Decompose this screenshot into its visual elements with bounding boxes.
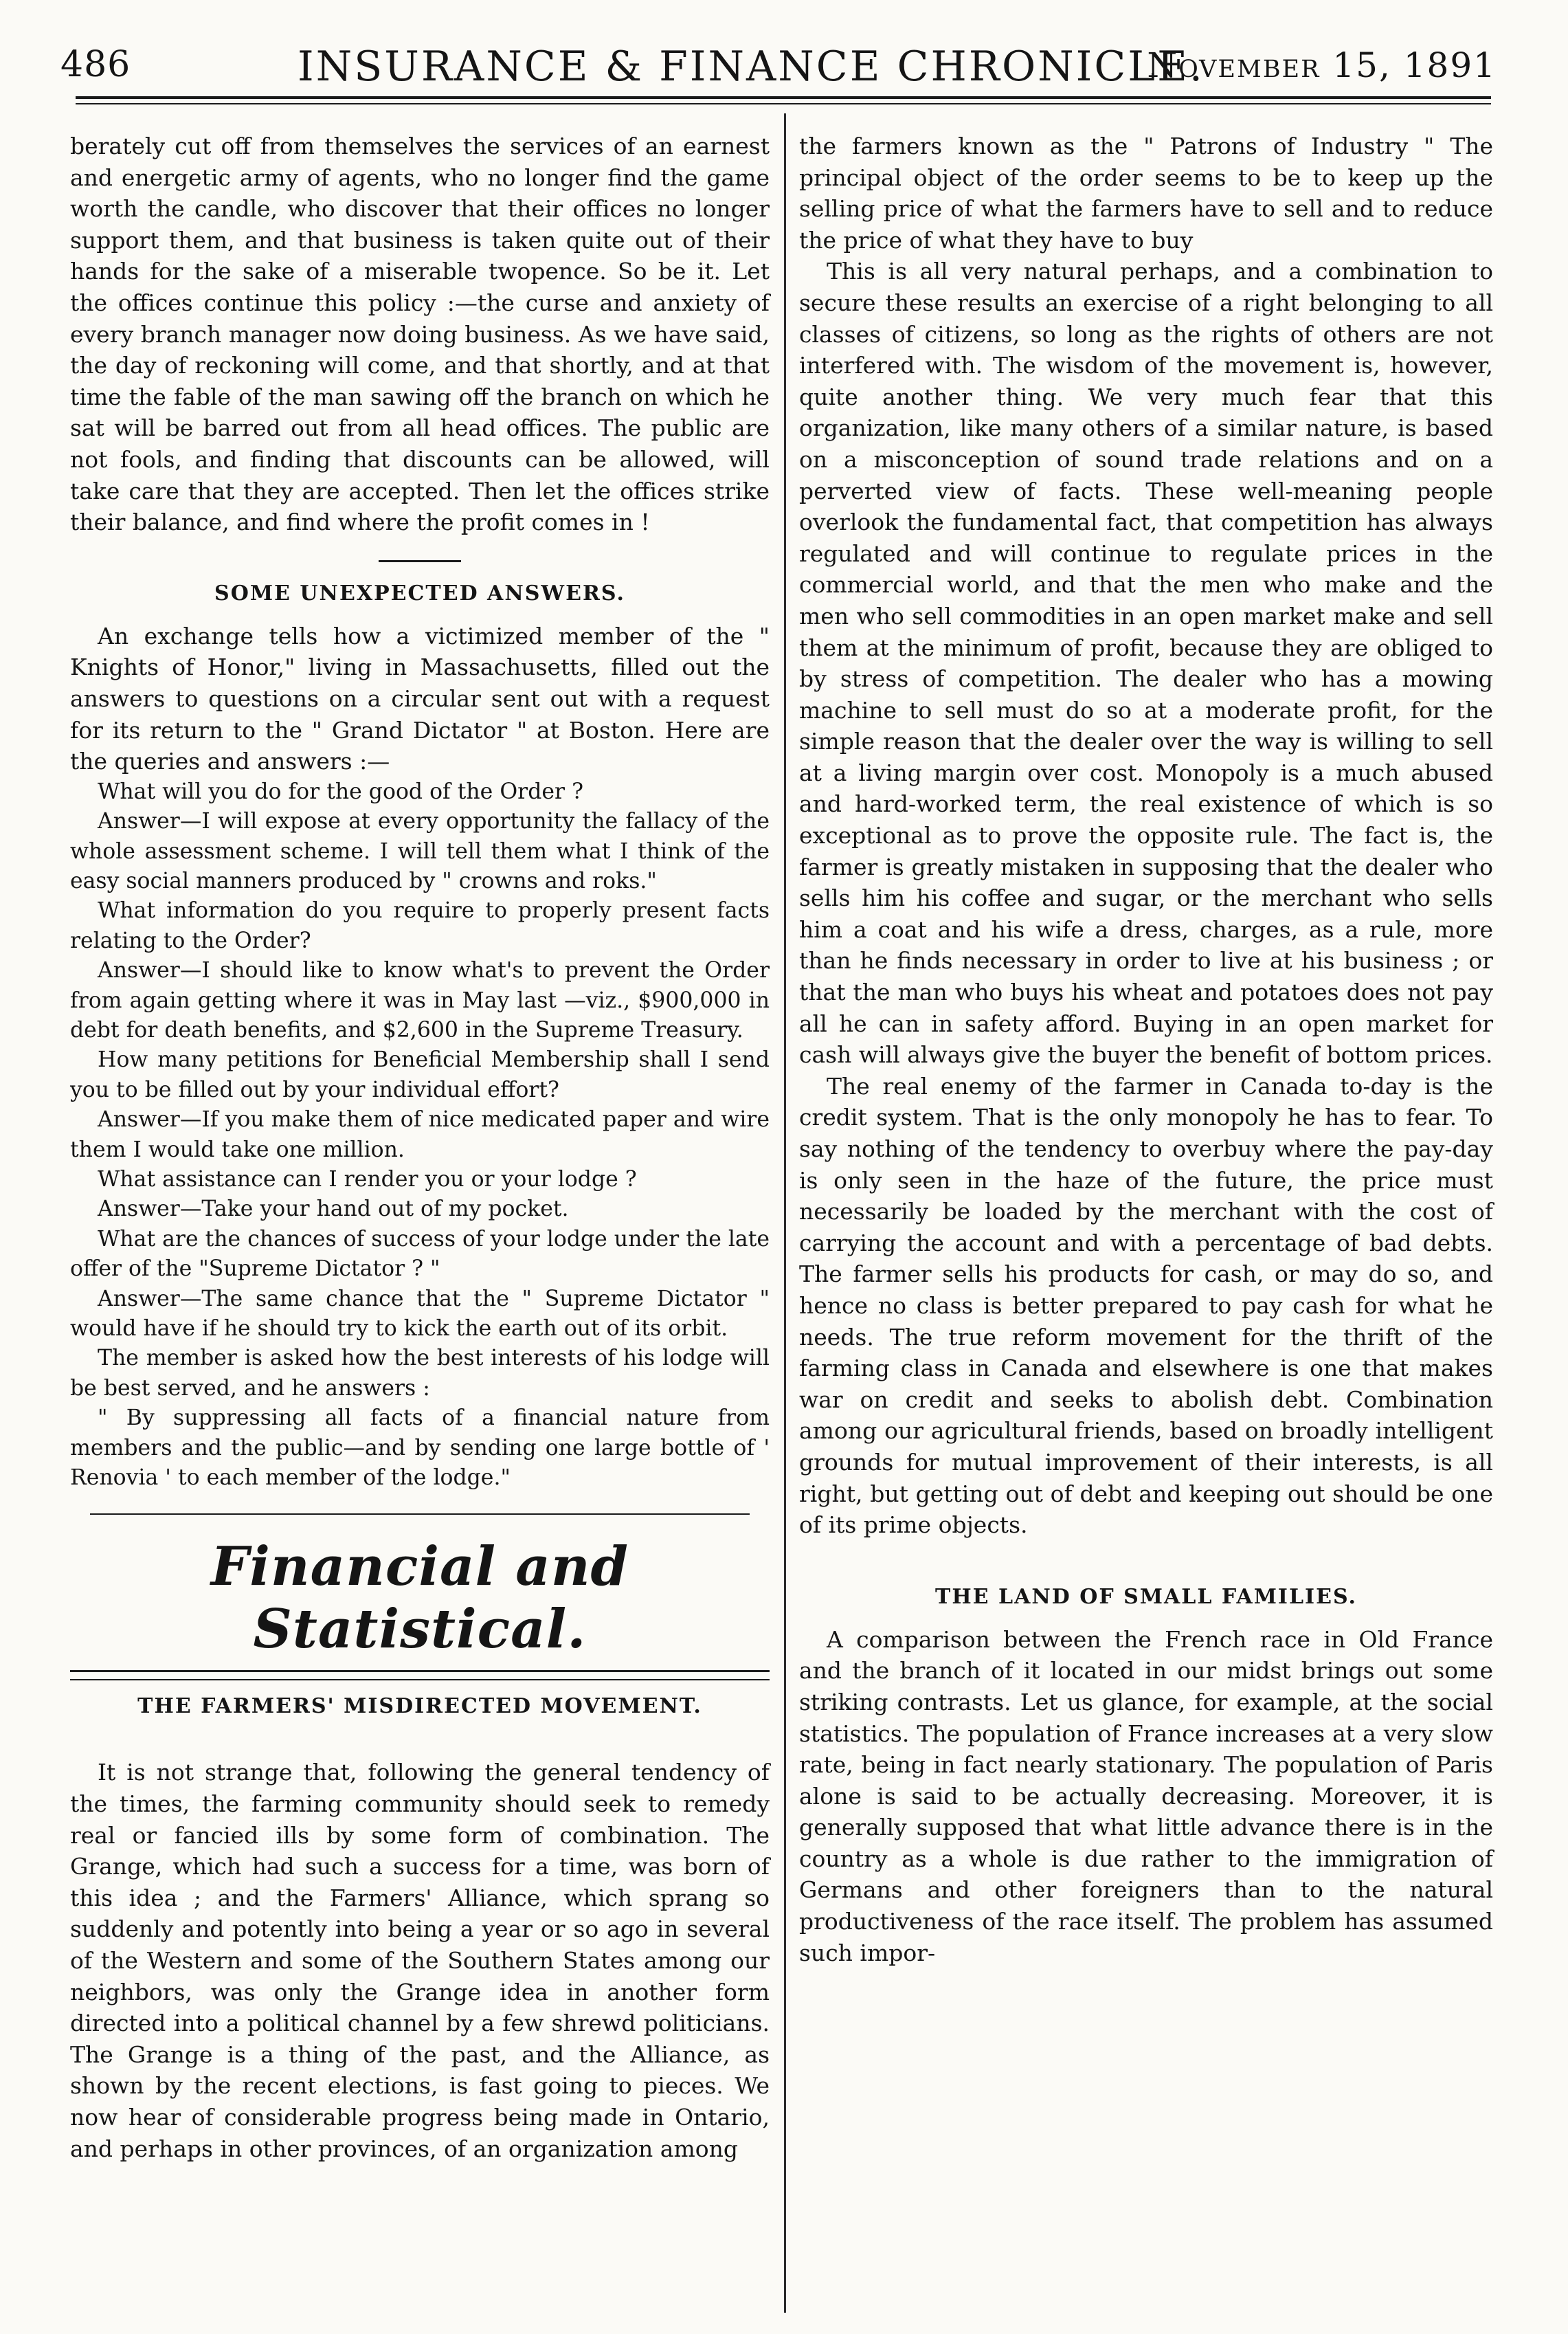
- intro-paragraph: berately cut off from themselves the services of an earnest and energetic army of agents, who no longer find the game worth the candle, who discover that their offices no longer support them, and that business is taken quite out of their hands for the sake of a miserable twopence. So be it. Let the offices continue this policy :—the curse and anxiety of every branch manager now doing business. As we have said, the day of reckoning will come, and that shortly, and at that time the fable of the man sawing off the branch on which he sat will be barred out from all head offices. The public are not fools, and finding that discounts can be allowed, will take care that they are accepted. Then let the offices strike their balance, and find where the profit comes in !: [70, 133, 770, 536]
- spacer: [70, 1733, 770, 1757]
- article-paragraph: " By suppressing all facts of a financial nature from members and the public—and by sending one large bottle of ' Renovia ' to each member of the lodge.": [70, 1405, 770, 1491]
- section-heading-unexpected-answers: SOME UNEXPECTED ANSWERS.: [214, 581, 625, 605]
- answer: Answer—I will expose at every opportunity the fallacy of the whole assessment scheme. I will tell them what I think of the easy social manners produced by " crowns and roks.": [70, 809, 770, 893]
- question: How many petitions for Beneficial Membership shall I send you to be filled out by your individual effort?: [70, 1047, 770, 1102]
- issue-date: November 15, 1891: [1147, 45, 1497, 85]
- article-paragraph: An exchange tells how a victimized member of the " Knights of Honor," living in Massachusetts, filled out the answers to questions on a circular sent out with a request for its return to the " Grand Dictator " at Boston. Here are the queries and answers :—: [70, 622, 770, 775]
- article-paragraph: The member is asked how the best interests of his lodge will be best served, and he answers :: [70, 1346, 770, 1401]
- spacer: [799, 1541, 1493, 1585]
- question: What are the chances of success of your lodge under the late offer of the "Supreme Dictator ? ": [70, 1226, 770, 1282]
- question: What information do you require to properly present facts relating to the Order?: [70, 898, 770, 953]
- column-divider: [784, 113, 786, 2313]
- section-heading-farmers-movement: THE FARMERS' MISDIRECTED MOVEMENT.: [137, 1694, 702, 1719]
- article-paragraph: It is not strange that, following the general tendency of the times, the farming community should seek to remedy real or fancied ills by some form of combination. The Grange, which had such a success for a time, was born of this idea ; and the Farmers' Alliance, which sprang so suddenly and potently into being a year or so ago in several of the Western and some of the Southern States among our neighbors, was only the Grange idea in another form directed into a political channel by a few shrewd politicians. The Grange is a thing of the past, and the Alliance, as shown by the recent elections, is fast going to pieces. We now hear of considerable progress being made in Ontario, and perhaps in other provinces, of an organization among: [70, 1759, 770, 2162]
- answer: Answer—The same chance that the " Supreme Dictator " would have if he should try to kick the earth out of its orbit.: [70, 1286, 770, 1341]
- page-number: 486: [60, 44, 131, 85]
- article-paragraph: The real enemy of the farmer in Canada to-day is the credit system. That is the only monopoly he has to fear. To say nothing of the tendency to overbuy where the pay-day is only seen in the haze of the future, the price must necessarily be loaded by the merchant with the cost of carrying the account and with a percentage of bad debts. The farmer sells his products for cash, or may do so, and hence no class is better prepared to pay cash for what he needs. The true reform movement for the thrift of the farming class in Canada and elsewhere is one that makes war on credit and seeks to abolish debt. Combination among our agricultural friends, based on broadly intelligent grounds for mutual improvement of their interests, is all right, but getting out of debt and keeping out should be one of its prime objects.: [799, 1072, 1493, 1539]
- department-title: Financial and Statistical.: [210, 1535, 629, 1661]
- right-column: [799, 131, 1493, 1968]
- answer: Answer—If you make them of nice medicated paper and wire them I would take one million.: [70, 1107, 770, 1162]
- question: What assistance can I render you or your lodge ?: [98, 1166, 637, 1192]
- question: What will you do for the good of the Order ?: [98, 779, 583, 804]
- article-paragraph: This is all very natural perhaps, and a combination to secure these results an exercise of a right belonging to all classes of citizens, so long as the rights of others are not interfered with. The wisdom of the movement is, however, quite another thing. We very much fear that this organization, like many others of a similar nature, is based on a misconception of sound trade relations and on a perverted view of facts. These well-meaning people overlook the fundamental fact, that competition has always regulated and will continue to regulate prices in the commercial world, and that the men who make and the men who sell commodities in an open market make and sell them at the minimum of profit, because they are obliged to by stress of competition. The dealer who has a mowing machine to sell must do so at a moderate profit, for the simple reason that the dealer over the way is willing to sell at a living margin over cost. Monopoly is a much abused and hard-worked term, the real existence of which is so exceptional as to prove the opposite rule. The fact is, the farmer is greatly mistaken in supposing that the dealer who sells him his coffee and sugar, or the merchant who sells him a coat and his wife a dress, charges, as a rule, more than he finds necessary in order to live at his business ; or that the man who buys his wheat and potatoes does not pay all he can in safety afford. Buying in an open market for cash will always give the buyer the benefit of bottom prices.: [799, 258, 1493, 1069]
- section-separator: [379, 560, 461, 562]
- publication-title: INSURANCE & FINANCE CHRONICLE.: [298, 43, 1205, 91]
- answer: Answer—I should like to know what's to prevent the Order from again getting where it was in May last —viz., $900,000 in debt for death benefits, and $2,600 in the Supreme Treasury.: [70, 958, 770, 1043]
- header-rule-top: [76, 96, 1491, 99]
- article-paragraph: the farmers known as the " Patrons of Industry " The principal object of the order seems to be to keep up the selling price of what the farmers have to sell and to reduce the price of what they have to buy: [799, 133, 1493, 254]
- section-heading-small-families: THE LAND OF SMALL FAMILIES.: [935, 1584, 1357, 1609]
- article-paragraph: A comparison between the French race in Old France and the branch of it located in our midst brings out some striking contrasts. Let us glance, for example, at the social statistics. The population of France increases at a very slow rate, being in fact nearly stationary. The population of Paris alone is said to be actually decreasing. Moreover, it is generally supposed that what little advance there is in the country as a whole is due rather to the immigration of Germans and other foreigners than to the natural productiveness of the race itself. The problem has assumed such impor-: [799, 1625, 1493, 1966]
- header-rule-bottom: [76, 103, 1491, 104]
- department-rule: [70, 1670, 770, 1680]
- section-rule: [90, 1513, 750, 1515]
- page-header: [60, 38, 1497, 93]
- left-column: [70, 131, 770, 2164]
- answer: Answer—Take your hand out of my pocket.: [98, 1197, 569, 1222]
